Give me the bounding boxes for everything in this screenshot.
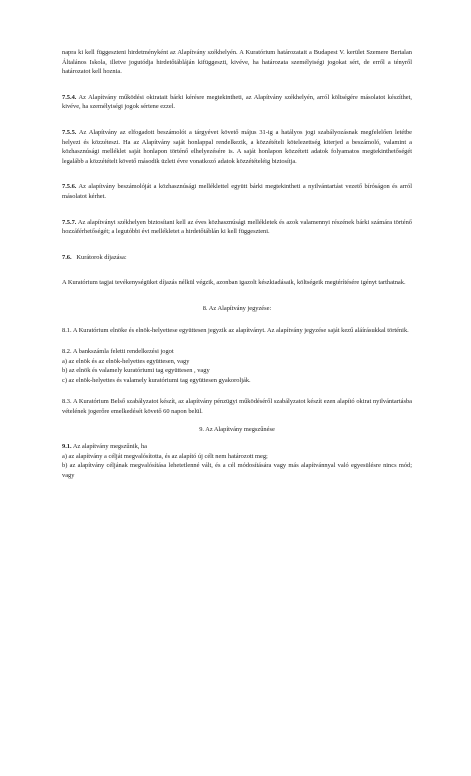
section-title: Kurátorok díjazása: <box>76 253 127 261</box>
section-text: Az Alapítvány az elfogadott beszámolót a tárgyévet követő május 31-ig a hatályos jogi szabályozásnak megfelelően letétbe helyezi és közzéteszi. Ha az Alapítvány saját honlappal rendelkezik, a közzétételi kötelezettség kiterjed a beszámoló, valamint a közhasznúsági melléklet saját honlapon történő elhelyezésére is. A saját honlapon közzétett adatok folyamatos megtekinthetőségét legalább a közzétételt követő második üzleti évre vonatkozó adatok közzétételéig biztosítja. <box>62 128 412 165</box>
heading-9-termination: 9. Az Alapítvány megszűnése <box>199 425 275 433</box>
section-7-5-5 <box>62 128 412 166</box>
section-7-5-6 <box>62 182 412 201</box>
section-7-5-4 <box>62 93 412 112</box>
section-text: Az alapítvány megszűnik, ha <box>72 443 148 451</box>
paragraph-8-3: 8.3. A Kuratórium Belső szabályzatot készít, az alapítvány pénzügyi működéséről szabályzatot készít ezen alapító okirat nyilvántartásba vételének jogerőre emelkedését követő 60 napon belül. <box>62 398 412 416</box>
document-body <box>62 48 412 481</box>
paragraph-8-2: 8.2. A bankszámla feletti rendelkezési jogot <box>62 348 174 356</box>
paragraph-9-1 <box>62 442 412 452</box>
section-number: 7.5.6. <box>62 183 77 191</box>
section-text: Az alapítvány beszámolóját a közhasznúsági melléklettel együtt bárki megtekintheti a nyilvántartást vezető bíróságon és arról másolatot kérhet. <box>62 183 412 200</box>
paragraph-intro: napra ki kell függeszteni hirdetményként az Alapítvány székhelyén. A Kuratórium határozatait a Budapest V. kerület Szemere Bertalan Általános Iskola, illetve jogutódja hirdetőtábláján kifüggeszti, kivéve, ha határozata személyiségi jogokat sért, de erről a tényről határozatot kell hoznia. <box>62 49 412 76</box>
section-text: Az alapítványi székhelyen biztosítani kell az éves közhasznúsági mellékletek és azok valamennyi részének bárki számára történő hozzáférhetőségét; a legutóbbi évi mellékletet a hirdetőtáblán ki kell függeszteni. <box>62 218 412 236</box>
paragraph-8-2-block <box>62 347 412 385</box>
list-item-9-1-b: b) az alapítvány céljának megvalósítása lehetetlenné vált, és a cél módosítására vagy más alapítvánnyal való egyesülésre nincs mód; vagy <box>62 462 412 480</box>
paragraph-9-1-block <box>62 442 412 480</box>
section-number: 7.5.5. <box>62 128 77 136</box>
list-item-9-1-a: a) az alapítvány a célját megvalósította, és az alapító új célt nem határozott meg; <box>62 452 268 460</box>
paragraph-8-1: 8.1. A Kuratórium elnöke és elnök-helyettese együttesen jegyzik az alapítványt. Az alapítvány jegyzése saját kezű aláírásukkal történik. <box>62 326 409 334</box>
section-number: 9.1. <box>62 443 72 451</box>
section-number: 7.5.4. <box>62 93 77 101</box>
heading-8-signing: 8. Az Alapítvány jegyzése: <box>202 304 272 312</box>
section-7-5-7 <box>62 218 412 237</box>
section-7-6-heading <box>62 253 412 263</box>
section-number: 7.5.7. <box>62 218 77 226</box>
section-number: 7.6. <box>62 253 72 261</box>
list-item-8-2-c: c) az elnök-helyettes és valamely kuratóriumi tag együttesen gyakorolják. <box>62 376 251 384</box>
paragraph-curator-fees: A Kuratórium tagjai tevékenységüket díjazás nélkül végzik, azonban igazolt készkiadásaik, költségeik megtérítésére igényt tarthatnak. <box>62 279 406 287</box>
list-item-8-2-b: b) az elnök és valamely kuratóriumi tag együttesen , vagy <box>62 367 210 375</box>
section-text: Az Alapítvány működési okiratait bárki kérésre megtekintheti, az Alapítvány székhelyén, arról költségére másolatot készíthet, kivéve, ha személyiségi jogok sértene ezzel. <box>62 93 412 111</box>
list-item-8-2-a: a) az elnök és az elnök-helyettes együttesen, vagy <box>62 357 190 365</box>
